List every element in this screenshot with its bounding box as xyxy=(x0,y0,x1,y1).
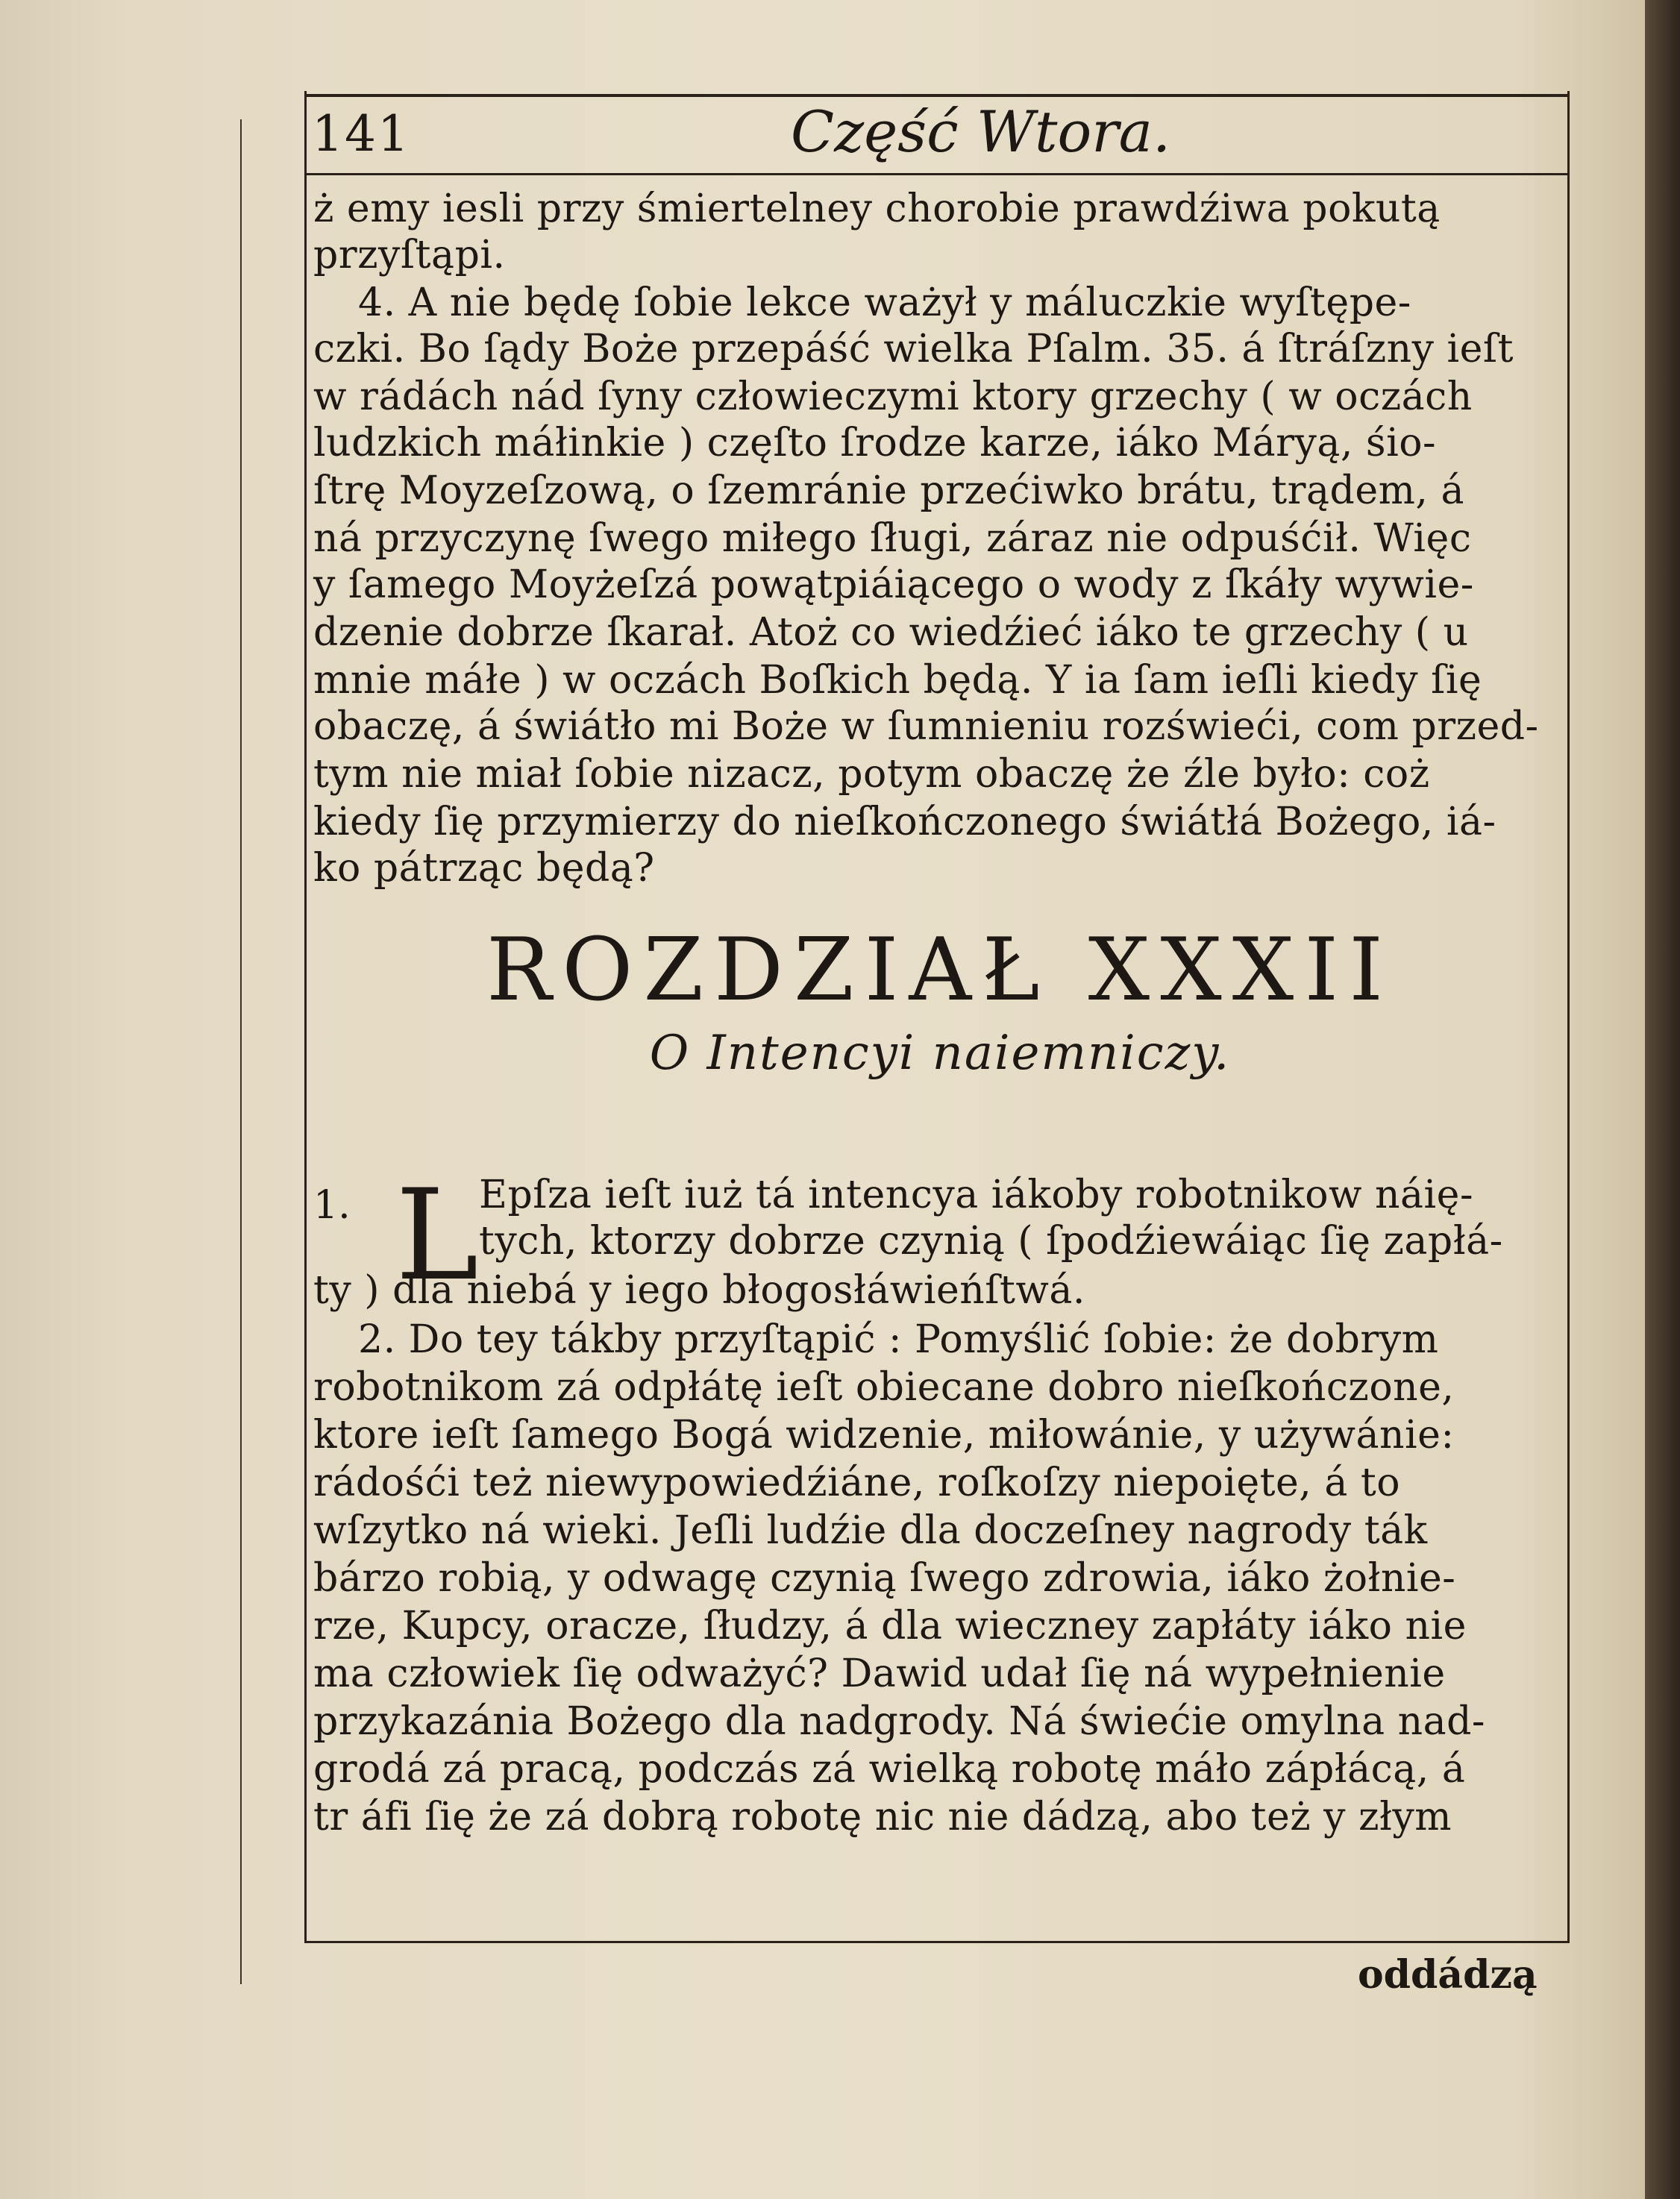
text-line: obaczę, á świátło mi Boże w ſumnieniu rozświeći, com przed- xyxy=(313,704,1539,749)
header-underline xyxy=(304,173,1570,175)
text-line: w rádách nád ſyny człowieczymi ktory grzechy ( w oczách xyxy=(313,374,1473,419)
section-number: 1. xyxy=(313,1183,351,1228)
text-line: 2. Do tey tákby przyſtąpić : Pomyślić ſobie: że dobrym xyxy=(358,1317,1439,1362)
text-line: tym nie miał ſobie nizacz, potym obaczę że źle było: coż xyxy=(313,752,1430,797)
text-line: rze, Kupcy, oracze, ſłudzy, á dla wieczney zapłáty iáko nie xyxy=(313,1604,1467,1649)
text-line: dzenie dobrze ſkarał. Atoż co wiedźieć iáko te grzechy ( u xyxy=(313,610,1469,655)
text-line: ſtrę Moyzeſzową, o ſzemránie przećiwko brátu, trądem, á xyxy=(313,468,1464,513)
text-line: bárzo robią, y odwagę czynią ſwego zdrowia, iáko żołnie- xyxy=(313,1556,1456,1601)
text-line: czki. Bo ſądy Boże przepáść wielka Pſalm. 35. á ſtráſzny ieſt xyxy=(313,327,1514,371)
text-line: Epſza ieſt iuż tá intencya iákoby robotnikow náię- xyxy=(479,1173,1474,1217)
text-line: y ſamego Moyżeſzá powątpiáiącego o wody z ſkáły wywie- xyxy=(313,562,1474,607)
footer-rule xyxy=(304,1941,1570,1943)
text-line: mnie máłe ) w oczách Boſkich będą. Y ia ſam ieſli kiedy ſię xyxy=(313,658,1482,703)
page-edge xyxy=(1645,0,1680,2199)
running-title: Część Wtora. xyxy=(791,98,1171,165)
chapter-subtitle: O Intencyi naiemniczy. xyxy=(649,1026,1231,1081)
text-line: ma człowiek ſię odważyć? Dawid udał ſię ná wypełnienie xyxy=(313,1651,1446,1696)
text-line: ludzkich máłinkie ) częſto ſrodze karze, iáko Máryą, śio- xyxy=(313,421,1437,465)
text-line: przykazánia Bożego dla nadgrody. Ná świećie omylna nad- xyxy=(313,1699,1485,1744)
text-line: ko pátrząc będą? xyxy=(313,846,655,891)
text-line: rádośći też niewypowiedźiáne, roſkoſzy niepoięte, á to xyxy=(313,1461,1401,1505)
text-line: kiedy ſię przymierzy do nieſkończonego świátłá Bożego, iá- xyxy=(313,800,1496,844)
text-line: ktore ieſt ſamego Bogá widzenie, miłowánie, y używánie: xyxy=(313,1413,1455,1458)
text-line: ná przyczynę ſwego miłego ſługi, záraz nie odpuśćił. Więc xyxy=(313,516,1472,561)
drop-capital: L xyxy=(395,1162,479,1308)
text-line: grodá zá pracą, podczás zá wielką robotę máło zápłácą, á xyxy=(313,1747,1466,1792)
page-number: 141 xyxy=(312,105,410,163)
text-line: tych, ktorzy dobrze czynią ( ſpodźiewáiąc ſię zapłá- xyxy=(479,1219,1503,1264)
text-line: robotnikom zá odpłátę ieſt obiecane dobro nieſkończone, xyxy=(313,1365,1455,1410)
margin-line xyxy=(240,119,242,1984)
text-line: 4. A nie będę ſobie lekce ważył y máluczkie wyſtępe- xyxy=(358,280,1411,325)
catchword: oddádzą xyxy=(1358,1952,1538,1998)
text-line: przyſtąpi. xyxy=(313,233,506,277)
text-line: wſzytko ná wieki. Jeſli ludźie dla doczeſney nagrody ták xyxy=(313,1508,1428,1553)
chapter-heading: ROZDZIAŁ XXXII xyxy=(486,920,1394,1020)
header-rule xyxy=(304,94,1570,97)
text-line: ż emy iesli przy śmiertelney chorobie prawdźiwa pokutą xyxy=(313,186,1441,231)
text-line: tr áfi ſię że zá dobrą robotę nic nie dádzą, abo też y złym xyxy=(313,1795,1452,1839)
text-line: ty ) dla niebá y iego błogosłáwieńſtwá. xyxy=(313,1268,1085,1313)
